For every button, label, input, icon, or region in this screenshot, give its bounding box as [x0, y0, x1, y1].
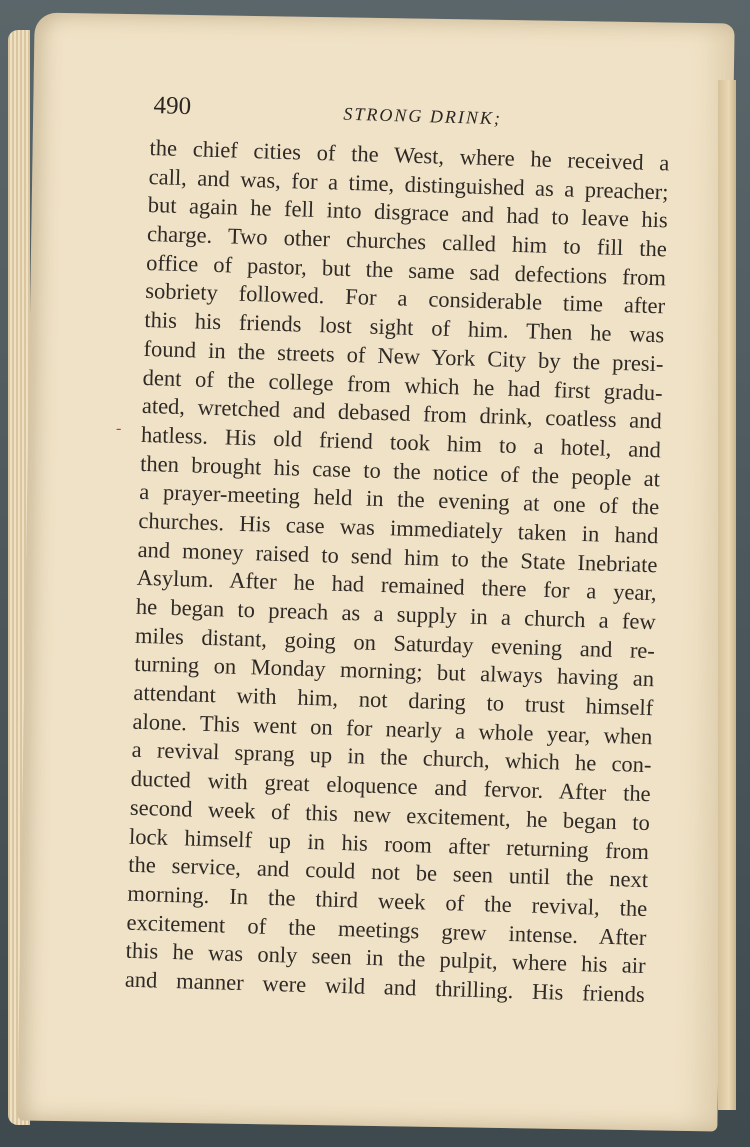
text-line: this he was only seen in the pulpit, where his air [125, 937, 646, 979]
body-text [124, 134, 689, 1010]
text-line: ducted with great eloquence and fervor. After the [130, 765, 652, 807]
text-line: ated, wretched and debased from drink, coatless and [141, 393, 663, 434]
text-line: excitement of the meetings grew intense. After [126, 909, 647, 950]
text-line: second week of this new excitement, he began to [129, 794, 651, 835]
page-number: 490 [153, 92, 192, 121]
text-line: a revival sprang up in the church, which he con- [131, 737, 652, 778]
text-line: found in the streets of New York City by the presi- [143, 335, 664, 377]
text-line: this his friends lost sight of him. Then he was [144, 307, 665, 348]
margin-mark: - [116, 420, 122, 437]
text-line: then brought his case to the notice of the people at [139, 450, 661, 491]
text-line: churches. His case was immediately taken in hand [138, 507, 659, 549]
text-line: lock himself up in his room after returning from [128, 823, 650, 864]
page-edge-right [718, 80, 736, 1110]
text-line: attendant with him, not daring to trust himself [133, 679, 654, 721]
text-line: the chief cities of the West, where he received a [149, 134, 670, 176]
text-line: and manner were wild and thrilling. His friends [124, 966, 646, 1007]
text-line: he began to preach as a supply in a church a few [135, 593, 657, 635]
text-line: dent of the college from which he had first gradu- [142, 364, 663, 405]
running-title: STRONG DRINK; [343, 103, 503, 129]
text-line: charge. Two other churches called him to fill the [146, 221, 668, 262]
text-line: the service, and could not be seen until the next [127, 851, 649, 893]
text-line: turning on Monday morning; but always having an [133, 651, 655, 692]
text-line: call, and was, for a time, distinguished as a preacher; [148, 163, 669, 205]
text-line: alone. This went on for nearly a whole year, when [132, 708, 653, 749]
text-line: miles distant, going on Saturday evening and re- [134, 622, 656, 663]
text-line: and money raised to send him to the State Inebriate [137, 536, 658, 577]
text-line: but again he fell into disgrace and had to leave his [147, 192, 669, 233]
text-line: Asylum. After he had remained there for a year, [136, 565, 657, 606]
text-line: office of pastor, but the same sad defections from [145, 249, 667, 291]
text-line: hatless. His old friend took him to a hotel, and [140, 421, 662, 463]
text-line: sobriety followed. For a considerable time after [144, 278, 666, 319]
text-line: morning. In the third week of the revival, the [127, 880, 648, 921]
text-line: a prayer-meeting held in the evening at one of the [139, 479, 660, 520]
